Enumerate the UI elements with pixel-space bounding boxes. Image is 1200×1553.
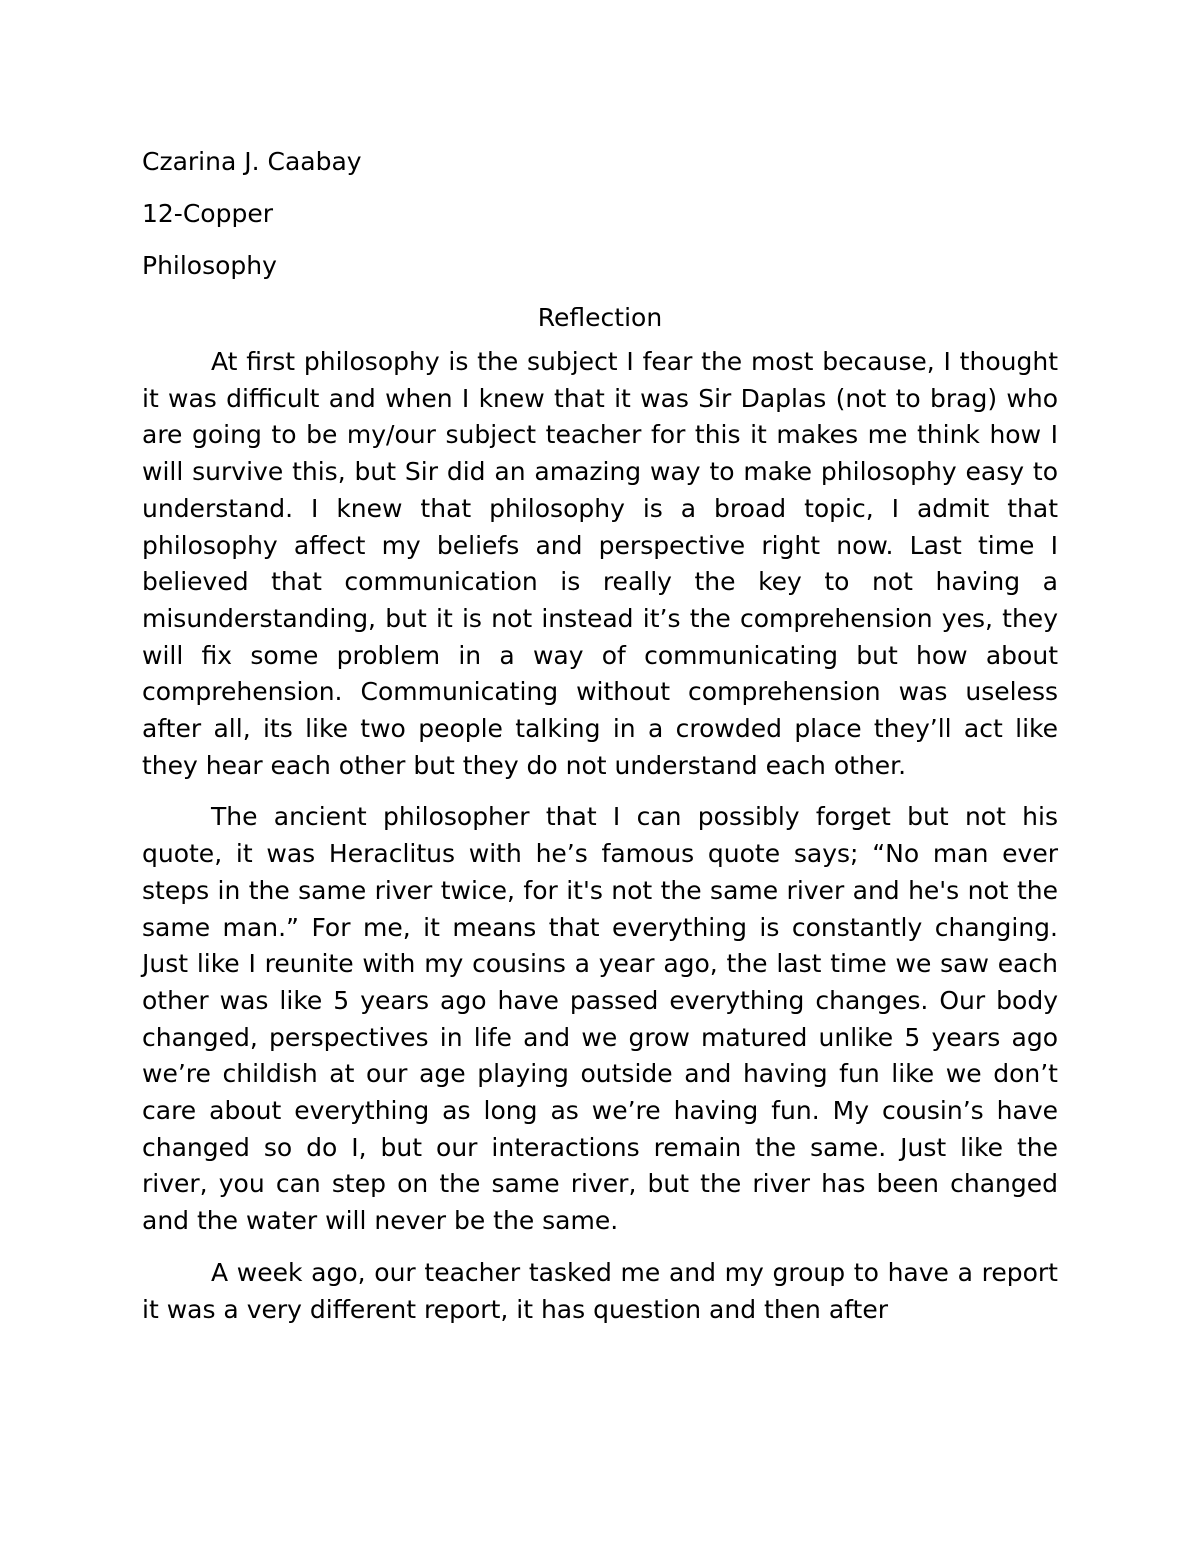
class-section: 12-Copper (142, 199, 273, 228)
document-body (142, 136, 1058, 1343)
subject-name: Philosophy (142, 251, 277, 280)
paragraph: A week ago, our teacher tasked me and my group to have a report it was a very different report, it has question and then after (142, 1257, 1058, 1324)
document-title: Reflection (537, 303, 663, 332)
author-name: Czarina J. Caabay (142, 147, 362, 176)
paragraph: At first philosophy is the subject I fear the most because, I thought it was difficult and when I knew that it was Sir Daplas (not to brag) who are going to be my/our subject teacher for this it makes me think how I will survive this, but Sir did an amazing way to make philosophy easy to understand. I knew that philosophy is a broad topic, I admit that philosophy affect my beliefs and perspective right now. Last time I believed that communication is really the key to not having a misunderstanding, but it is not instead it’s the comprehension yes, they will fix some problem in a way of communicating but how about comprehension. Communicating without comprehension was useless after all, its like two people talking in a crowded place they’ll act like they hear each other but they do not understand each other. (142, 347, 1058, 780)
paragraph: The ancient philosopher that I can possibly forget but not his quote, it was Heraclitus with he’s famous quote says; “No man ever steps in the same river twice, for it's not the same river and he's not the same man.” For me, it means that everything is constantly changing. Just like I reunite with my cousins a year ago, the last time we saw each other was like 5 years ago have passed everything changes. Our body changed, perspectives in life and we grow matured unlike 5 years ago we’re childish at our age playing outside and having fun like we don’t care about everything as long as we’re having fun. My cousin’s have changed so do I, but our interactions remain the same. Just like the river, you can step on the same river, but the river has been changed and the water will never be the same. (142, 802, 1058, 1236)
